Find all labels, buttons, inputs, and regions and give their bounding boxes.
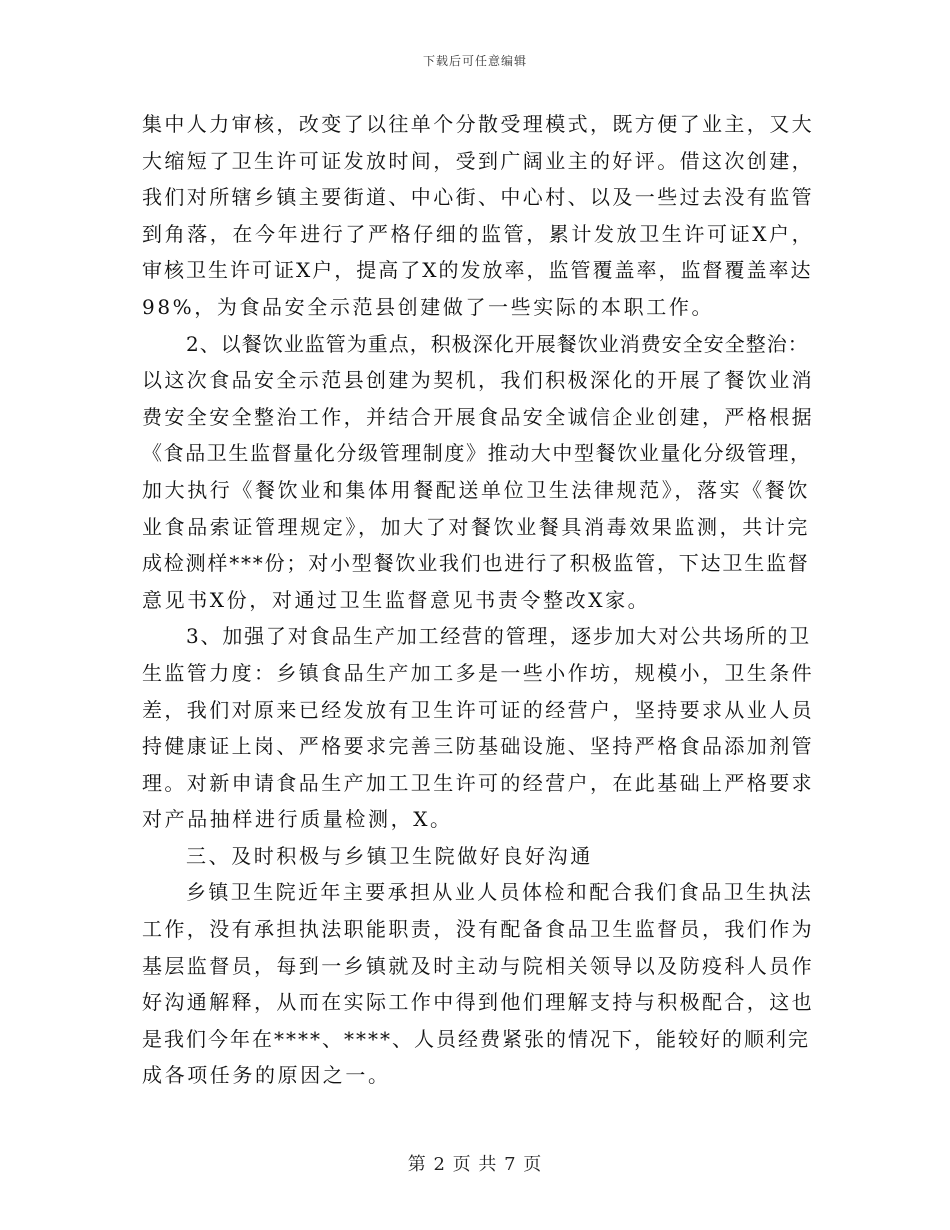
text-line: 成各项任务的原因之一。 bbox=[142, 1063, 391, 1088]
text-line: 大缩短了卫生许可证发放时间，受到广阔业主的好评。借这次创建， bbox=[142, 148, 814, 173]
text-line: 意见书X份，对通过卫生监督意见书责令整改X家。 bbox=[142, 587, 651, 612]
text-line: 到角落，在今年进行了严格仔细的监管，累计发放卫生许可证X户， bbox=[142, 221, 815, 246]
text-line: 差，我们对原来已经发放有卫生许可证的经营户，坚持要求从业人员 bbox=[142, 697, 814, 722]
text-line: 我们对所辖乡镇主要街道、中心街、中心村、以及一些过去没有监管 bbox=[142, 185, 814, 210]
page-number-footer: 第 2 页 共 7 页 bbox=[407, 1154, 543, 1175]
text-line: 是我们今年在****、****、人员经费紧张的情况下，能较好的顺利完 bbox=[142, 1026, 810, 1051]
text-line: 工作，没有承担执法职能职责，没有配备食品卫生监督员，我们作为 bbox=[142, 917, 814, 942]
text-line: 集中人力审核，改变了以往单个分散受理模式，既方便了业主，又大 bbox=[142, 112, 814, 136]
text-line: 审核卫生许可证X户，提高了X的发放率，监管覆盖率，监督覆盖率达 bbox=[142, 258, 813, 283]
text-line: 业食品索证管理规定》，加大了对餐饮业餐具消毒效果监测，共计完 bbox=[142, 514, 810, 539]
paragraph-start-line: 3、加强了对食品生产加工经营的管理，逐步加大对公共场所的卫 bbox=[186, 624, 811, 649]
text-line: 持健康证上岗、严格要求完善三防基础设施、坚持严格食品添加剂管 bbox=[142, 734, 814, 759]
paragraph-start-line: 2、以餐饮业监管为重点，积极深化开展餐饮业消费安全安全整治： bbox=[186, 331, 809, 356]
text-line: 对产品抽样进行质量检测，X。 bbox=[142, 807, 453, 832]
text-line: 成检测样***份；对小型餐饮业我们也进行了积极监管，下达卫生监督 bbox=[142, 551, 810, 576]
text-line: 《食品卫生监督量化分级管理制度》推动大中型餐饮业量化分级管理， bbox=[142, 441, 812, 466]
section-heading: 三、及时积极与乡镇卫生院做好良好沟通 bbox=[186, 843, 593, 868]
paragraph-start-line: 乡镇卫生院近年主要承担从业人员体检和配合我们食品卫生执法 bbox=[186, 880, 814, 905]
text-line: 费安全安全整治工作，并结合开展食品安全诚信企业创建，严格根据 bbox=[142, 404, 814, 429]
text-line: 以这次食品安全示范县创建为契机，我们积极深化的开展了餐饮业消 bbox=[142, 368, 814, 393]
text-line: 生监管力度：乡镇食品生产加工多是一些小作坊，规模小，卫生条件 bbox=[142, 660, 814, 685]
text-line: 基层监督员，每到一乡镇就及时主动与院相关领导以及防疫科人员作 bbox=[142, 953, 814, 978]
text-line: 加大执行《餐饮业和集体用餐配送单位卫生法律规范》，落实《餐饮 bbox=[142, 477, 810, 502]
document-body bbox=[142, 106, 814, 1094]
page-header: 下载后可任意编辑 bbox=[422, 54, 527, 68]
text-line: 98%，为食品安全示范县创建做了一些实际的本职工作。 bbox=[142, 294, 715, 319]
text-line: 好沟通解释，从而在实际工作中得到他们理解支持与积极配合，这也 bbox=[142, 990, 814, 1015]
text-line: 理。对新申请食品生产加工卫生许可的经营户，在此基础上严格要求 bbox=[142, 770, 814, 795]
